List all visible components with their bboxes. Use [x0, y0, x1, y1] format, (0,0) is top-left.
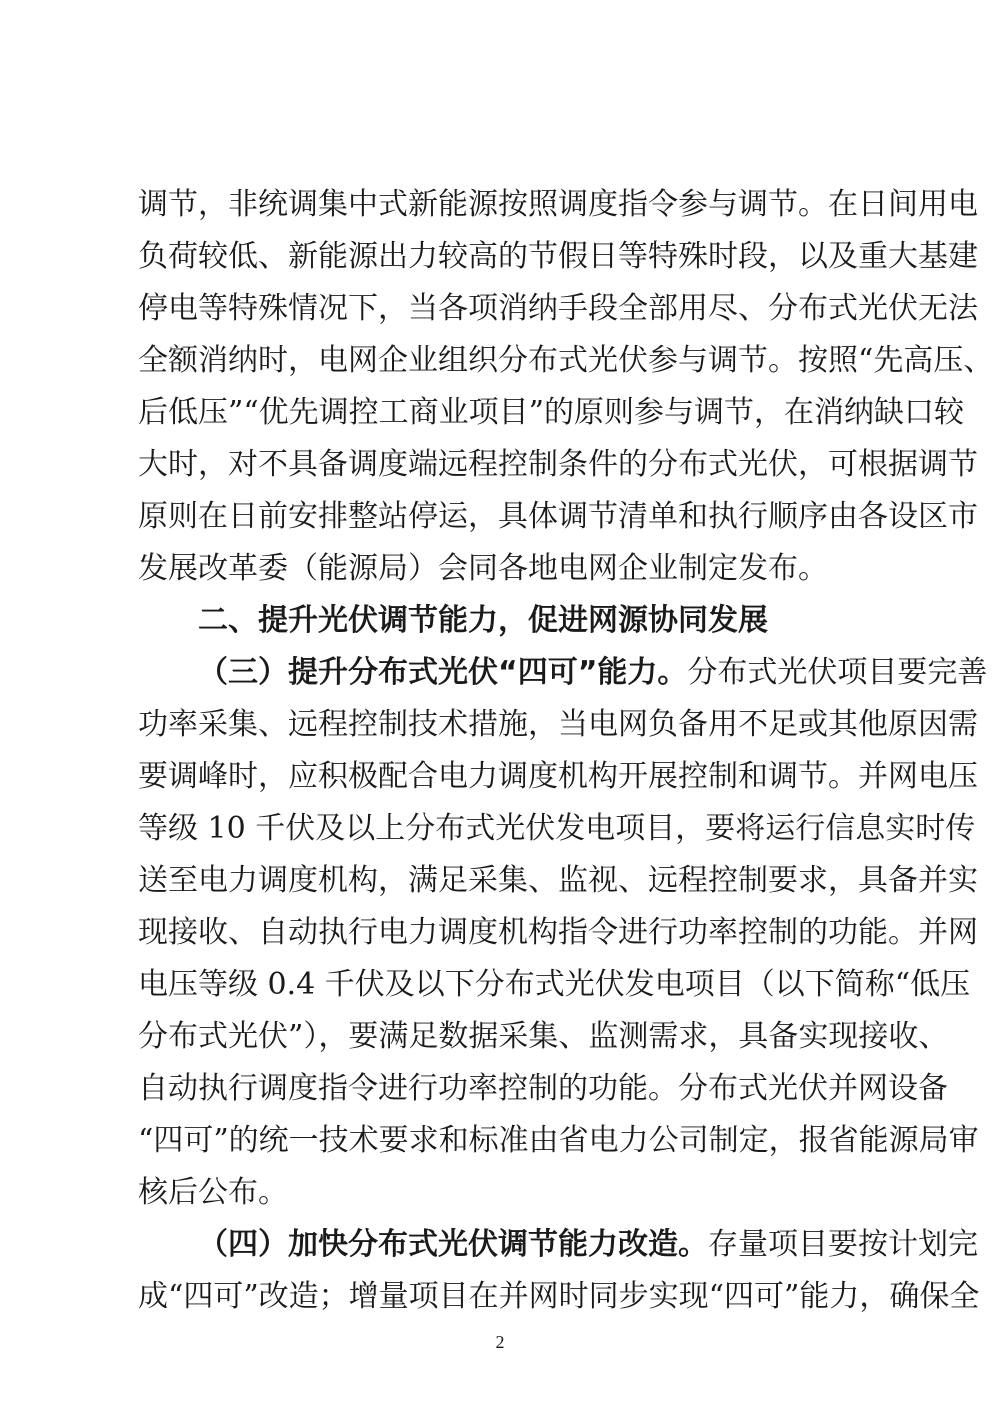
- section-heading: 二、提升光伏调节能力，促进网源协同发展: [198, 603, 768, 638]
- body-line: 送至电力调度机构，满足采集、监视、远程控制要求，具备并实: [138, 863, 978, 898]
- body-line: 电压等级 0.4 千伏及以下分布式光伏发电项目（以下简称“低压: [138, 967, 971, 1002]
- body-line: 要调峰时，应积极配合电力调度机构开展控制和调节。并网电压: [138, 759, 978, 794]
- body-line: 全额消纳时，电网企业组织分布式光伏参与调节。按照“先高压、: [138, 343, 994, 378]
- body-line: 停电等特殊情况下，当各项消纳手段全部用尽、分布式光伏无法: [138, 291, 978, 326]
- body-line: 等级 10 千伏及以上分布式光伏发电项目，要将运行信息实时传: [138, 811, 976, 846]
- body-line: 负荷较低、新能源出力较高的节假日等特殊时段，以及重大基建: [138, 239, 978, 274]
- item4-first-line-rest: 存量项目要按计划完: [708, 1227, 978, 1262]
- item3-title: （三）提升分布式光伏“四可”能力。: [198, 655, 688, 690]
- item4-title: （四）加快分布式光伏调节能力改造。: [198, 1227, 708, 1262]
- body-line: 原则在日前安排整站停运，具体调节清单和执行顺序由各设区市: [138, 499, 978, 534]
- body-line: “四可”的统一技术要求和标准由省电力公司制定，报省能源局审: [138, 1123, 979, 1158]
- body-line: 分布式光伏”），要满足数据采集、监测需求，具备实现接收、: [138, 1019, 949, 1054]
- body-line: 后低压”“优先调控工商业项目”的原则参与调节，在消纳缺口较: [138, 395, 965, 430]
- item3-first-line: [198, 648, 988, 698]
- item4-first-line: [198, 1220, 978, 1270]
- item3-first-line-rest: 分布式光伏项目要完善: [687, 655, 988, 690]
- page-number: 2: [495, 1332, 505, 1352]
- body-line: 核后公布。: [138, 1175, 288, 1210]
- body-line: 大时，对不具备调度端远程控制条件的分布式光伏，可根据调节: [138, 447, 978, 482]
- body-line: 现接收、自动执行电力调度机构指令进行功率控制的功能。并网: [138, 915, 978, 950]
- body-line: 功率采集、远程控制技术措施，当电网负备用不足或其他原因需: [138, 707, 978, 742]
- body-line: 自动执行调度指令进行功率控制的功能。分布式光伏并网设备: [138, 1071, 948, 1106]
- body-line: 调节，非统调集中式新能源按照调度指令参与调节。在日间用电: [138, 187, 978, 222]
- body-line: 发展改革委（能源局）会同各地电网企业制定发布。: [138, 551, 828, 586]
- body-line: 成“四可”改造；增量项目在并网时同步实现“四可”能力，确保全: [138, 1279, 980, 1314]
